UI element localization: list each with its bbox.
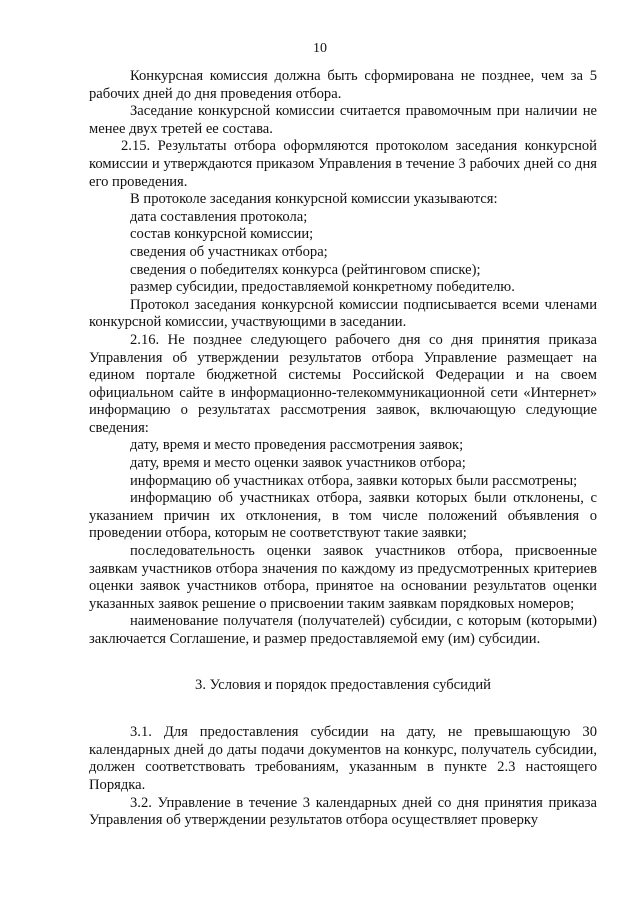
paragraph: 3.2. Управление в течение 3 календарных дней со дня принятия приказа Управления об утверждении результатов отбора осуществляет проверку: [89, 794, 597, 829]
list-item: дата составления протокола;: [130, 208, 308, 225]
list-item: дату, время и место проведения рассмотрения заявок;: [130, 437, 464, 454]
list-item: дату, время и место оценки заявок участников отбора;: [130, 455, 466, 472]
list-item: информацию об участниках отбора, заявки которых были рассмотрены;: [130, 472, 578, 489]
list-item: размер субсидии, предоставляемой конкретному победителю.: [130, 279, 515, 296]
list-item: информацию об участниках отбора, заявки которых были отклонены, с указанием причин их отклонения, в том числе положений объявления о проведении отбора, которым не соответствуют такие заявки;: [89, 490, 597, 542]
list-item: последовательность оценки заявок участников отбора, присвоенные заявкам участников отбора значения по каждому из предусмотренных критериев оценки заявок участников отбора, принятое на основании результатов оценки указанных заявок решение о присвоении таким заявкам порядковых номеров;: [89, 543, 597, 612]
list-item: состав конкурсной комиссии;: [130, 226, 314, 243]
paragraph: Конкурсная комиссия должна быть сформирована не позднее, чем за 5 рабочих дней до дня проведения отбора.: [89, 68, 597, 102]
paragraph: 2.15. Результаты отбора оформляются протоколом заседания конкурсной комиссии и утверждаются приказом Управления в течение 3 рабочих дней со дня его проведения.: [89, 138, 597, 190]
list-item: сведения об участниках отбора;: [130, 243, 328, 260]
document-body: [89, 68, 597, 830]
list-item: наименование получателя (получателей) субсидии, с которым (которыми) заключается Соглашение, и размер предоставляемой ему (им) субсидии.: [89, 613, 597, 647]
paragraph: 3.1. Для предоставления субсидии на дату, не превышающую 30 календарных дней до даты подачи документов на конкурс, получатель субсидии, должен соответствовать требованиям, указанным в пункте 2.3 настоящего Порядка.: [89, 724, 597, 793]
paragraph: 2.16. Не позднее следующего рабочего дня со дня принятия приказа Управления об утверждении результатов отбора Управление размещает на едином портале бюджетной системы Российской Федерации и на своем официальном сайте в информационно-телекоммуникационной сети «Интернет» информацию о результатах рассмотрения заявок, включающую следующие сведения:: [89, 331, 597, 436]
page-number: 10: [313, 41, 327, 56]
paragraph: В протоколе заседания конкурсной комиссии указываются:: [130, 191, 498, 208]
list-item: сведения о победителях конкурса (рейтинговом списке);: [130, 261, 481, 278]
paragraph: Протокол заседания конкурсной комиссии подписывается всеми членами конкурсной комиссии, участвующими в заседании.: [89, 296, 597, 331]
paragraph: Заседание конкурсной комиссии считается правомочным при наличии не менее двух третей ее состава.: [89, 103, 597, 137]
section-heading: 3. Условия и порядок предоставления субсидий: [195, 676, 491, 693]
